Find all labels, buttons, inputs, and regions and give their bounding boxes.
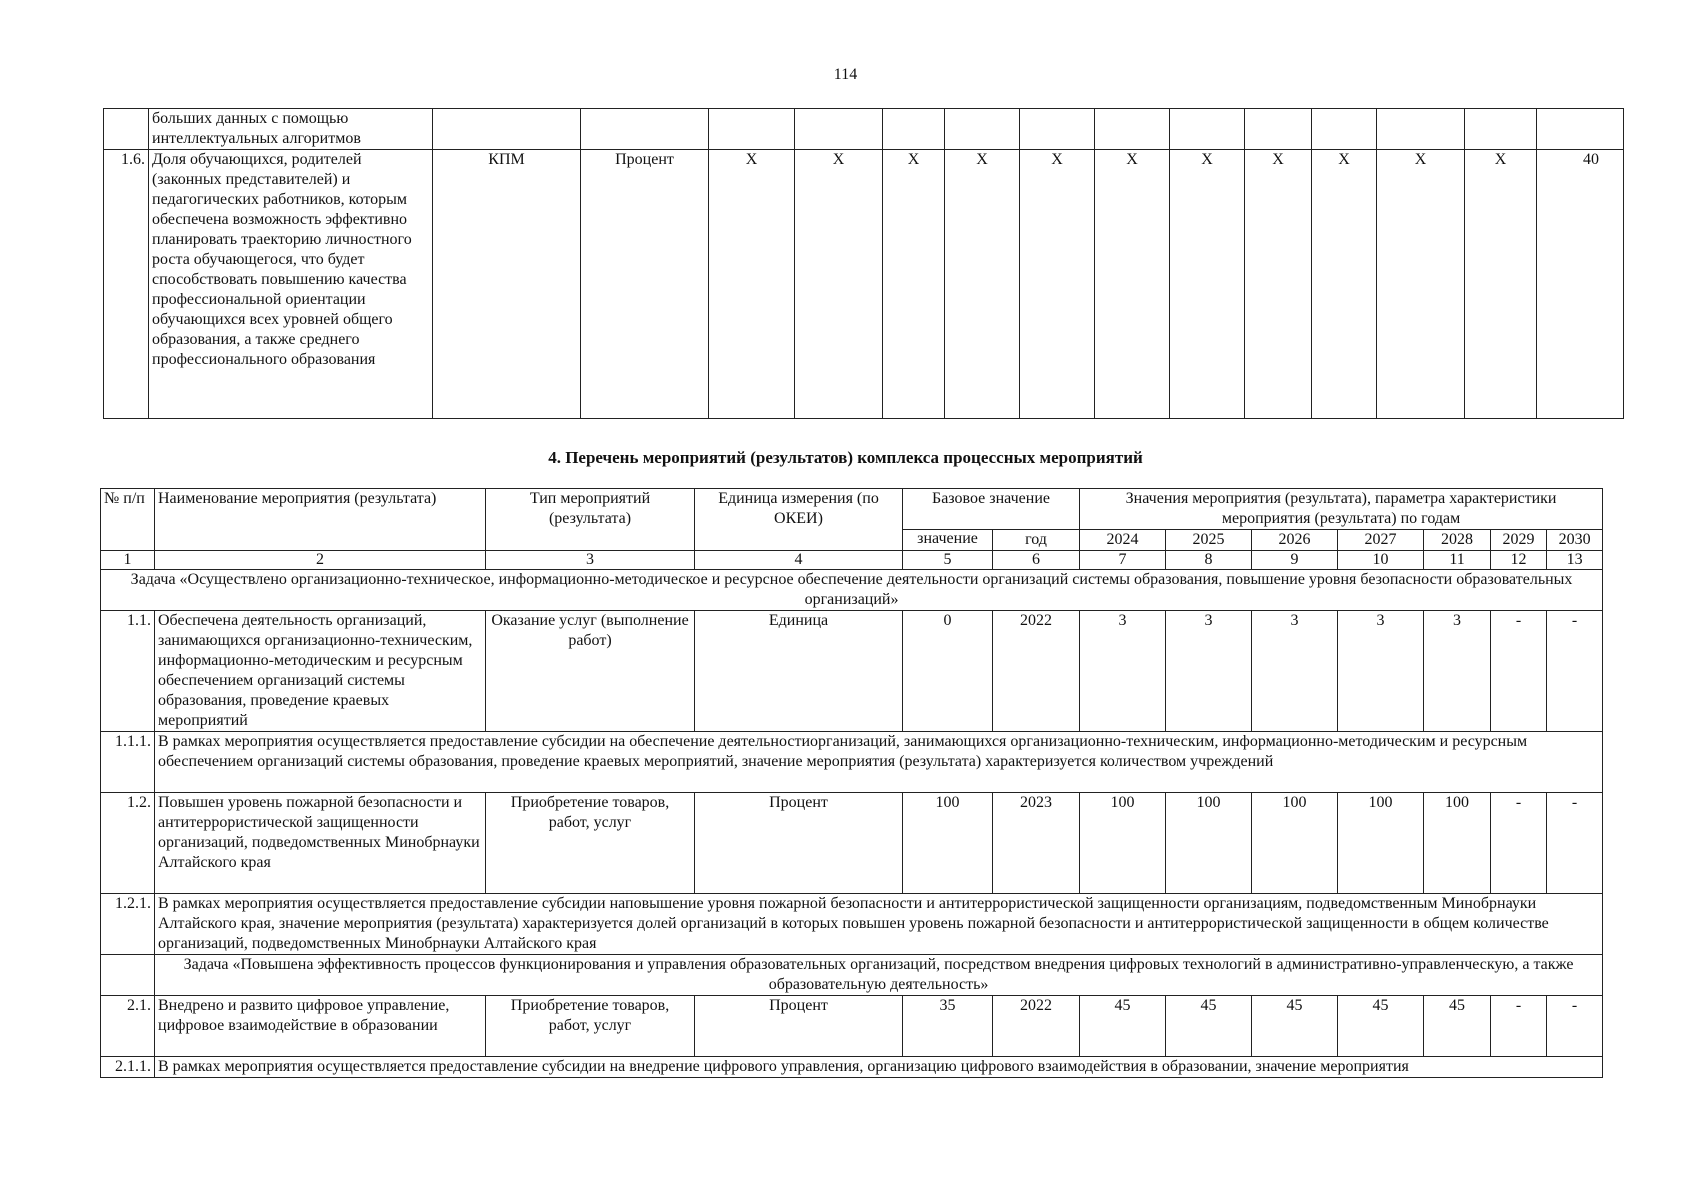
value-cell: 100	[1166, 793, 1252, 894]
measure-name: Повышен уровень пожарной безопасности и антитеррористической защищенности организаций, подведомственных Минобрнауки Алтайского края	[155, 793, 486, 894]
value-cell: -	[1491, 611, 1547, 732]
header-year: 2029	[1491, 530, 1547, 551]
measure-type: Приобретение товаров, работ, услуг	[486, 793, 695, 894]
table-row	[101, 996, 1603, 1057]
measure-unit: Процент	[695, 996, 903, 1057]
base-value: 35	[903, 996, 993, 1057]
value-cell: 45	[1338, 996, 1424, 1057]
column-number: 1	[101, 551, 155, 570]
value-cell: -	[1547, 996, 1603, 1057]
measures-table	[100, 488, 1603, 1078]
base-value: 100	[903, 793, 993, 894]
value-cell: Х	[1170, 150, 1245, 419]
indicator-name: Доля обучающихся, родителей (законных представителей) и педагогических работников, которым обеспечена возможность эффективно планировать траекторию личностного роста обучающегося, что будет способствовать повышению качества профессиональной ориентации обучающихся всех уровней общего образования, а также среднего профессионального образования	[149, 150, 433, 419]
row-number: 1.6.	[104, 150, 149, 419]
task-row	[101, 570, 1603, 611]
table-row	[104, 150, 1624, 419]
header-year: 2028	[1424, 530, 1491, 551]
header-num: № п/п	[101, 489, 155, 551]
value-cell: -	[1491, 793, 1547, 894]
value-cell: -	[1491, 996, 1547, 1057]
header-name: Наименование мероприятия (результата)	[155, 489, 486, 551]
value-cell: 45	[1080, 996, 1166, 1057]
table-row	[101, 894, 1603, 955]
value-cell: 45	[1166, 996, 1252, 1057]
header-base-year: год	[993, 530, 1080, 551]
column-number-row	[101, 551, 1603, 570]
value-cell: 3	[1424, 611, 1491, 732]
table-row	[101, 1057, 1603, 1078]
column-number: 7	[1080, 551, 1166, 570]
column-number: 5	[903, 551, 993, 570]
indicator-unit: Процент	[581, 150, 709, 419]
row-number: 2.1.	[101, 996, 155, 1057]
column-number: 3	[486, 551, 695, 570]
value-cell: 3	[1252, 611, 1338, 732]
measure-description: В рамках мероприятия осуществляется предоставление субсидии на обеспечение деятельностиорганизаций, занимающихся организационно-техническим, информационно-методическим и ресурсным обеспечением организаций системы образования, проведение краевых мероприятий, значение мероприятия (результата) характеризуется количеством учреждений	[155, 732, 1603, 793]
table-row	[101, 611, 1603, 732]
header-values-by-year: Значения мероприятия (результата), параметра характеристики мероприятия (результата) по годам	[1080, 489, 1603, 530]
column-number: 6	[993, 551, 1080, 570]
base-year: 2022	[993, 996, 1080, 1057]
table-header-row	[101, 489, 1603, 530]
value-cell: 3	[1338, 611, 1424, 732]
measure-type: Приобретение товаров, работ, услуг	[486, 996, 695, 1057]
value-cell: 45	[1252, 996, 1338, 1057]
page-number: 114	[833, 66, 858, 83]
column-number: 9	[1252, 551, 1338, 570]
column-number: 10	[1338, 551, 1424, 570]
column-number: 11	[1424, 551, 1491, 570]
header-year: 2027	[1338, 530, 1424, 551]
table-row	[104, 109, 1624, 150]
value-cell: Х	[1312, 150, 1377, 419]
value-cell: -	[1547, 611, 1603, 732]
header-year: 2025	[1166, 530, 1252, 551]
task-title: Задача «Осуществлено организационно-техническое, информационно-методическое и ресурсное обеспечение деятельности организаций системы образования, повышение уровня безопасности образовательных организаций»	[101, 570, 1603, 611]
column-number: 13	[1547, 551, 1603, 570]
column-number: 12	[1491, 551, 1547, 570]
measure-name: Внедрено и развито цифровое управление, цифровое взаимодействие в образовании	[155, 996, 486, 1057]
value-cell: 100	[1424, 793, 1491, 894]
header-base-value: значение	[903, 530, 993, 551]
value-cell: -	[1547, 793, 1603, 894]
row-number: 1.1.1.	[101, 732, 155, 793]
indicator-type: КПМ	[433, 150, 581, 419]
row-number: 1.1.	[101, 611, 155, 732]
task-row	[101, 955, 1603, 996]
measure-description: В рамках мероприятия осуществляется предоставление субсидии на внедрение цифрового управления, организацию цифрового взаимодействия в образовании, значение мероприятия	[155, 1057, 1603, 1078]
continued-indicator-name: больших данных с помощью интеллектуальных алгоритмов	[149, 109, 433, 150]
row-number: 1.2.1.	[101, 894, 155, 955]
row-number: 1.2.	[101, 793, 155, 894]
header-year: 2024	[1080, 530, 1166, 551]
header-base: Базовое значение	[903, 489, 1080, 530]
value-cell: 40	[1537, 150, 1624, 419]
value-cell: Х	[1245, 150, 1312, 419]
value-cell: Х	[1095, 150, 1170, 419]
column-number: 8	[1166, 551, 1252, 570]
header-year: 2026	[1252, 530, 1338, 551]
task-title: Задача «Повышена эффективность процессов функционирования и управления образовательных организаций, посредством внедрения цифровых технологий в административно-управленческую, а также образовательную деятельность»	[155, 955, 1603, 996]
measure-description: В рамках мероприятия осуществляется предоставление субсидии наповышение уровня пожарной безопасности и антитеррористической защищенности организациям, подведомственным Минобрнауки Алтайского края, значение мероприятия (результата) характеризуется долей организаций в которых повышен уровень пожарной безопасности и антитеррористической защищенности в общем количестве организаций, подведомственных Минобрнауки Алтайского края	[155, 894, 1603, 955]
value-cell: 3	[1166, 611, 1252, 732]
measure-type: Оказание услуг (выполнение работ)	[486, 611, 695, 732]
indicators-table-continued	[103, 108, 1624, 419]
value-cell: 100	[1252, 793, 1338, 894]
table-row	[101, 793, 1603, 894]
header-type: Тип мероприятий (результата)	[486, 489, 695, 551]
column-number: 2	[155, 551, 486, 570]
value-cell: 100	[1080, 793, 1166, 894]
measure-name: Обеспечена деятельность организаций, занимающихся организационно-техническим, информационно-методическим и ресурсным обеспечением организаций системы образования, проведение краевых мероприятий	[155, 611, 486, 732]
row-number: 2.1.1.	[101, 1057, 155, 1078]
measure-unit: Процент	[695, 793, 903, 894]
value-cell: Х	[945, 150, 1020, 419]
value-cell: Х	[1020, 150, 1095, 419]
base-value: 0	[903, 611, 993, 732]
value-cell: 100	[1338, 793, 1424, 894]
base-year: 2023	[993, 793, 1080, 894]
column-number: 4	[695, 551, 903, 570]
value-cell: Х	[795, 150, 883, 419]
header-year: 2030	[1547, 530, 1603, 551]
value-cell: Х	[883, 150, 945, 419]
value-cell: Х	[709, 150, 795, 419]
value-cell: 45	[1424, 996, 1491, 1057]
measure-unit: Единица	[695, 611, 903, 732]
table-row	[101, 732, 1603, 793]
value-cell: Х	[1377, 150, 1465, 419]
section-title: 4. Перечень мероприятий (результатов) комплекса процессных мероприятий	[548, 448, 1143, 467]
value-cell: Х	[1465, 150, 1537, 419]
value-cell: 3	[1080, 611, 1166, 732]
header-unit: Единица измерения (по ОКЕИ)	[695, 489, 903, 551]
base-year: 2022	[993, 611, 1080, 732]
